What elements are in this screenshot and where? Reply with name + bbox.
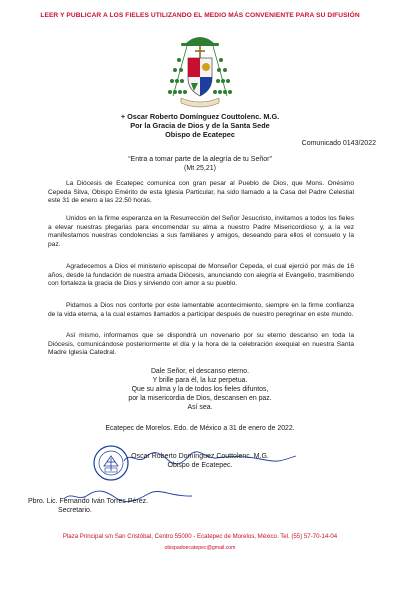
body-paragraph: Así mismo, informamos que se dispondrá un novenario por su eterno descanso en toda la Diócesis, comunicándose posteriormente el día y la hora de la celebración exequial en nuestra Santa Madre Iglesia Catedral. bbox=[48, 332, 354, 357]
signer-title: Obispo de Ecatepec. bbox=[167, 462, 233, 469]
quote-reference: (Mt 25,21) bbox=[184, 165, 216, 172]
prayer-line: Dale Señor, el descanso eterno. bbox=[150, 368, 250, 375]
episcopal-coat-of-arms-icon bbox=[165, 26, 235, 112]
body-paragraph: Unidos en la firme esperanza en la Resurrección del Señor Jesucristo, invitamos a todos los fieles a elevar nuestras plegarias para encomendar su alma a nuestro Padre Misericordioso y, a la vez manifestamos nuestras condolencias a sus familiares y amigos, deseando para ellos el consuelo y la paz. bbox=[48, 215, 354, 249]
prayer-line: Así sea. bbox=[187, 404, 213, 411]
secretary-signature-block bbox=[28, 497, 148, 515]
scripture-quote bbox=[0, 155, 400, 173]
grace-formula: Por la Gracia de Dios y de la Santa Sede bbox=[130, 121, 270, 130]
body-paragraph: La Diócesis de Ecatepec comunica con gran pesar al Pueblo de Dios, que Mons. Onésimo Cepeda Silva, Obispo Emérito de esta Iglesia Particular, ha sido llamado a la Casa del Padre Celestial este 31 de enero a las 22.50 horas. bbox=[48, 180, 354, 205]
issuer-header bbox=[0, 112, 400, 139]
bishop-name: + Oscar Roberto Domínguez Couttolenc. M.G. bbox=[120, 112, 280, 121]
signer-title: Secretario. bbox=[58, 507, 92, 514]
prayer-line: Que su alma y la de todos los fieles difuntos, bbox=[131, 386, 269, 393]
body-paragraph: Agradecemos a Dios el ministerio episcopal de Monseñor Cepeda, el cual ejerció por más de 16 años, desde la fundación de nuestra amada Diócesis, anunciando con alegría el Evangelio, trasmitiendo con fortaleza la gracia de Dios y sirviendo con amor a su pueblo. bbox=[48, 263, 354, 288]
prayer-for-the-dead bbox=[0, 367, 400, 412]
signer-name: Oscar Roberto Domínguez Couttolenc. M.G. bbox=[131, 453, 269, 460]
publication-banner: LEER Y PUBLICAR A LOS FIELES UTILIZANDO EL MEDIO MÁS CONVENIENTE PARA SU DIFUSIÓN bbox=[40, 12, 360, 19]
body-paragraph: Pidamos a Dios nos conforte por este lamentable acontecimiento, siempre en la firme confianza de la vida eterna, a la cual estamos llamados a participar después de nuestro peregrinar en este mundo. bbox=[48, 302, 354, 318]
signer-name: Pbro. Lic. Fernando Iván Torres Pérez. bbox=[28, 498, 149, 505]
footer-address: Plaza Principal s/n San Cristóbal, Centro 55000 - Ecatepec de Morelos, México. Tel. (55) 57-70-14-04 bbox=[62, 533, 338, 540]
footer-email[interactable]: obispadoecatepec@gmail.com bbox=[164, 545, 236, 551]
bishop-title: Obispo de Ecatepec bbox=[165, 130, 235, 139]
prayer-line: por la misericordia de Dios, descansen en paz. bbox=[128, 395, 272, 402]
bishop-signature-block bbox=[0, 452, 400, 470]
comunicado-number: Comunicado 0143/2022 bbox=[301, 140, 376, 147]
quote-text: “Entra a tomar parte de la alegría de tu Señor” bbox=[128, 156, 272, 163]
place-and-date: Ecatepec de Morelos. Edo. de México a 31 de enero de 2022. bbox=[105, 425, 295, 432]
prayer-line: Y brille para él, la luz perpetua. bbox=[152, 377, 248, 384]
